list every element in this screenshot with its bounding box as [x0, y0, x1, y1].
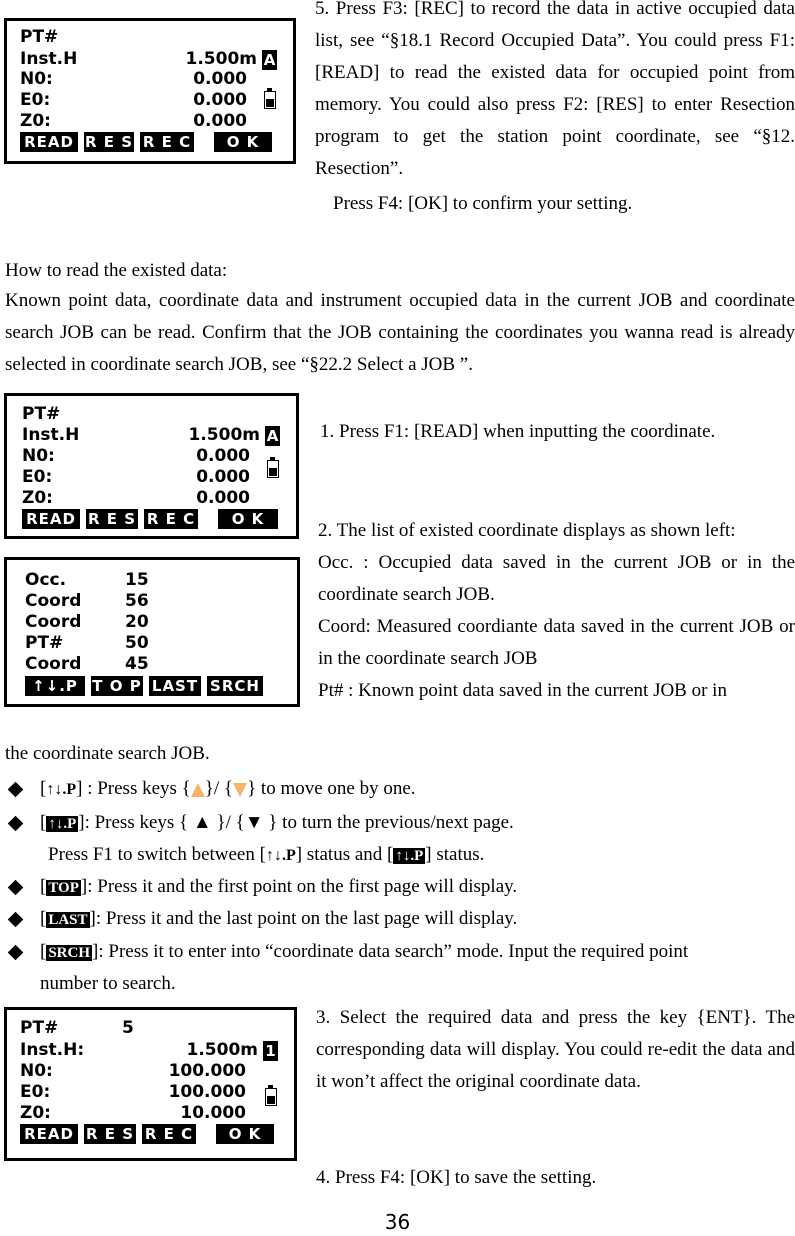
bullet-srch: [ SRCH ]: Press it to enter into “coordinate data search” mode. Input the required point: [40, 941, 689, 962]
battery-icon: [264, 91, 276, 109]
lcd-screen-occupied: [4, 18, 296, 164]
z0-value: 0.000: [193, 111, 247, 131]
function-keys: [20, 1124, 274, 1144]
bullet-text: } to move one by one.: [247, 778, 416, 799]
f3-rec-key[interactable]: R E C: [144, 509, 198, 529]
row-type: PT#: [25, 633, 64, 653]
insth-value: 1.500m: [185, 49, 257, 69]
bullet-srch-cont: number to search.: [40, 973, 176, 994]
insth-value: 1.500m: [188, 425, 260, 445]
f2-res-key[interactable]: R E S: [87, 510, 137, 528]
battery-icon: [267, 460, 279, 478]
z0-label: Z0:: [20, 1103, 51, 1123]
howto-heading: How to read the existed data:: [5, 260, 228, 281]
n0-value: 0.000: [193, 69, 247, 89]
step5-paragraph: [315, 0, 795, 185]
f3-rec-key[interactable]: R E C: [142, 1124, 196, 1144]
howto-body: Known point data, coordinate data and instrument occupied data in the current JOB and coordinate search JOB can be read. Confirm that the JOB containing the coordinates you wanna read is already selected in coordinate search JOB, see “§22.2 Select a JOB ”.: [5, 290, 795, 375]
insth-label: Inst.H: [22, 425, 80, 445]
e0-label: E0:: [22, 467, 53, 487]
row-number: 56: [125, 591, 149, 611]
row-type: Coord: [25, 612, 82, 632]
up-arrow-icon: [191, 783, 205, 797]
pt-label: PT#: [20, 1018, 59, 1038]
bullet-top: [ TOP ]: Press it and the first point on the first page will display.: [40, 876, 518, 897]
insth-value: 1.500m: [186, 1040, 258, 1060]
f2-res-key[interactable]: R E S: [85, 1125, 135, 1143]
e0-value: 0.000: [196, 467, 250, 487]
z0-label: Z0:: [22, 488, 53, 508]
bullet-diamond: [8, 816, 24, 832]
last-key: LAST: [48, 912, 88, 928]
bullet-text: : Press keys {: [87, 778, 191, 799]
bullet-text: : Press it and the last point on the last page will display.: [95, 908, 518, 929]
e0-label: E0:: [20, 90, 51, 110]
step1-text: 1. Press F1: [READ] when inputting the coordinate.: [320, 421, 716, 442]
step5-text: 5. Press F3: [REC] to record the data in active occupied data list, see “§18.1 Record Occupied Data”. You could press F1: [READ] to read the existed data for occupied point from memory. You could also press F2: [RES] to enter Resection program to get the station point coordinate, see “§12. Resection”.: [315, 0, 795, 179]
f1-page-key[interactable]: ↑↓.P: [25, 676, 85, 696]
row-type: Occ.: [25, 570, 67, 590]
row-number: 15: [125, 570, 149, 590]
mode-indicator: 1: [263, 1041, 278, 1061]
step2-line: Occ. : Occupied data saved in the current JOB or in the coordinate search JOB.: [318, 552, 795, 605]
page-key-inverted: ↑↓.P: [48, 816, 77, 832]
f3-last-key[interactable]: LAST: [149, 676, 201, 696]
page-key: ↑↓.P: [46, 781, 77, 798]
insth-label: Inst.H: [20, 49, 78, 69]
bullet-text: : Press it and the first point on the first page will display.: [87, 876, 518, 897]
function-keys: [25, 676, 263, 696]
step2-line: Pt# : Known point data saved in the current JOB or in: [318, 680, 727, 701]
bullet-diamond: [8, 782, 24, 798]
top-key: TOP: [48, 880, 79, 896]
bullet-text: ] status and [: [295, 844, 394, 865]
bullet-last: [ LAST ]: Press it and the last point on the last page will display.: [40, 908, 518, 929]
step2-line: 2. The list of existed coordinate displays as shown left:: [318, 520, 736, 541]
pt-value: 5: [122, 1018, 134, 1038]
mode-indicator: A: [263, 51, 276, 69]
z0-value: 0.000: [196, 488, 250, 508]
n0-value: 0.000: [196, 446, 250, 466]
step4-text: 4. Press F4: [OK] to save the setting.: [316, 1167, 597, 1188]
e0-label: E0:: [20, 1082, 51, 1102]
z0-label: Z0:: [20, 111, 51, 131]
lcd-screen-result: [4, 1007, 297, 1161]
f3-rec-key[interactable]: R E C: [140, 132, 194, 152]
f4-ok-key[interactable]: O K: [214, 132, 272, 152]
bullet-page: [ ↑↓.P ]: Press keys { ▲ }/ {▼ } to turn the previous/next page.: [40, 812, 514, 833]
n0-label: N0:: [20, 1061, 53, 1081]
bullet-move: [↑↓.P] : Press keys { }/ { } to move one by one.: [40, 778, 416, 799]
down-arrow-icon: [233, 783, 247, 797]
step3-paragraph: 3. Select the required data and press the key {ENT}. The corresponding data will display. You could re-edit the data and it won’t affect the original coordinate data.: [316, 1007, 795, 1092]
function-keys: [22, 509, 278, 529]
n0-label: N0:: [22, 446, 55, 466]
pt-label: PT#: [20, 27, 59, 47]
f1-read-key[interactable]: READ: [22, 509, 80, 529]
z0-value: 10.000: [180, 1103, 246, 1123]
row-number: 50: [125, 633, 149, 653]
f2-top-key[interactable]: T O P: [92, 677, 142, 695]
step2-paragraph: [318, 515, 795, 707]
ok-line: Press F4: [OK] to confirm your setting.: [333, 193, 633, 214]
f1-read-key[interactable]: READ: [20, 132, 78, 152]
pt-label: PT#: [22, 404, 61, 424]
row-type: Coord: [25, 654, 82, 674]
e0-value: 100.000: [168, 1082, 246, 1102]
f2-res-key[interactable]: R E S: [84, 133, 134, 151]
bullet-text: : Press keys { ▲ }/ {▼ } to turn the previous/next page.: [84, 812, 514, 833]
n0-label: N0:: [20, 69, 53, 89]
bullet-text: ] status.: [425, 844, 485, 865]
row-number: 20: [125, 612, 149, 632]
lcd-screen-list: [4, 557, 300, 707]
bullet-text: Press F1 to switch between [: [48, 844, 266, 865]
bullet-page-sub: [48, 839, 484, 872]
bullet-diamond: [8, 880, 24, 896]
e0-value: 0.000: [193, 90, 247, 110]
bullet-diamond: [8, 912, 24, 928]
step2-line: Coord: Measured coordiante data saved in the current JOB or in the coordinate search JOB: [318, 616, 795, 669]
bullet-text: }/ {: [204, 778, 234, 799]
page-key-inverted: ↑↓.P: [395, 848, 424, 864]
n0-value: 100.000: [168, 1061, 246, 1081]
f4-ok-key[interactable]: O K: [216, 1124, 274, 1144]
srch-key: SRCH: [48, 945, 91, 961]
f4-ok-key[interactable]: O K: [218, 509, 278, 529]
f1-read-key[interactable]: READ: [20, 1124, 78, 1144]
lcd-screen-read: [4, 393, 299, 539]
row-number: 45: [125, 654, 149, 674]
mode-indicator: A: [266, 427, 279, 445]
page-number: 36: [384, 1210, 411, 1234]
function-keys: [20, 132, 272, 152]
step2-continuation: the coordinate search JOB.: [5, 743, 210, 764]
battery-icon: [265, 1088, 277, 1106]
f4-srch-key[interactable]: SRCH: [207, 676, 263, 696]
page-key: ↑↓.P: [265, 847, 296, 864]
insth-label: Inst.H:: [20, 1040, 85, 1060]
bullet-diamond: [8, 945, 24, 961]
row-type: Coord: [25, 591, 82, 611]
bullet-text: : Press it to enter into “coordinate data search” mode. Input the required point: [98, 941, 689, 962]
